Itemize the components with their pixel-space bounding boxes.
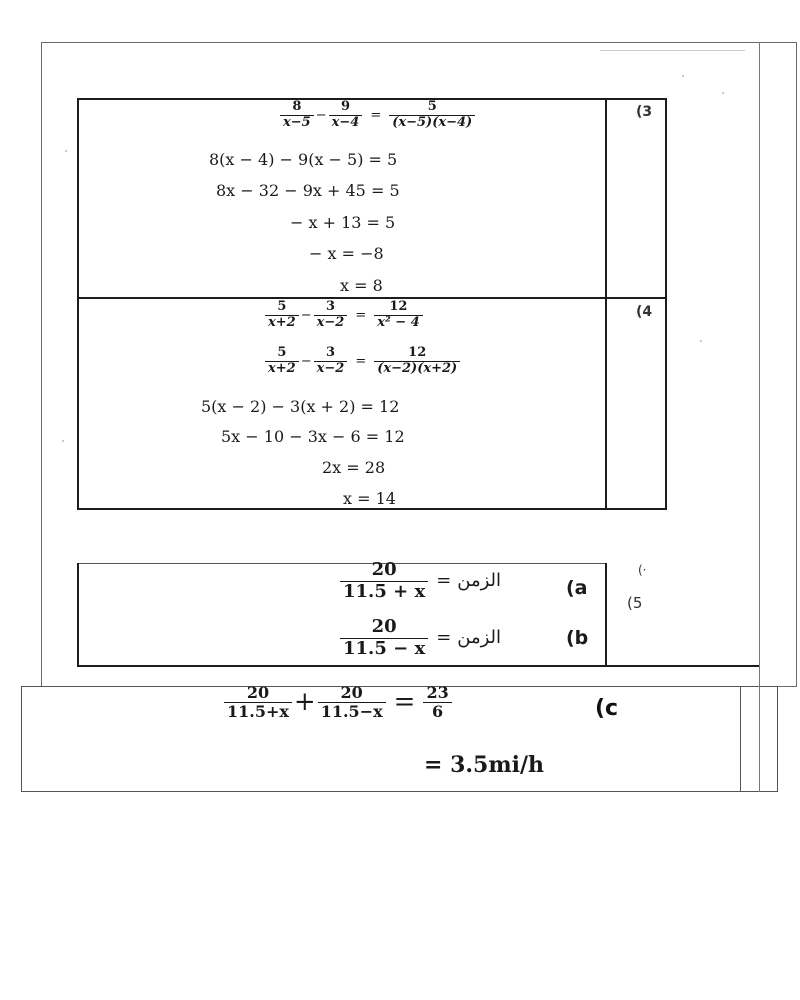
problem-4-step-3: 5(x − 2) − 3(x + 2) = 12 [201,397,400,416]
plus-sign: + [293,686,316,717]
part-c-right-divider [740,686,741,792]
p3-frac3-den: (x−5)(x−4) [392,114,473,130]
p3-frac3-num: 5 [389,100,475,116]
problem-5-label: (5 [627,594,643,612]
part-b-num: 20 [340,617,428,639]
minus-sign: − [300,353,312,369]
problem-4-label: (4 [636,304,653,320]
part-c-frac2-num: 20 [318,684,386,703]
part-c-frac2-den: 11.5−x [320,702,383,722]
problem-5-label-mark: (· [638,563,647,577]
equals-sign: = [355,353,367,369]
equals-sign: = [370,107,382,123]
problem-3-label: (3 [636,104,653,120]
p4-frac3-den: x² − 4 [377,314,420,330]
part-b-label: (b [566,627,589,649]
p4b-frac1-den: x+2 [268,360,296,376]
p4b-frac2-num: 3 [314,346,348,362]
scan-speck [682,75,684,77]
problem-3-equation [278,100,477,131]
p4b-frac3-num: 12 [374,346,460,362]
p5-box-left-border [77,563,79,667]
p4-frac3-num: 12 [374,300,422,316]
scan-speck [62,440,64,442]
problem-4-step-4: 5x − 10 − 3x − 6 = 12 [221,427,405,446]
part-c-frac1-den: 11.5+x [227,702,289,722]
problem-3-step-4: − x + 13 = 5 [290,213,396,232]
part-b-time-word: الزمن [457,627,502,649]
part-a-den: 11.5 + x [343,580,426,602]
table-row-divider [77,297,667,299]
part-c-frac3-den: 6 [432,702,444,722]
part-b-den: 11.5 − x [343,637,426,659]
part-c-equation [222,684,454,722]
equals-sign: = [393,686,416,717]
table-bottom-border [77,508,667,510]
part-a-num: 20 [340,560,428,582]
minus-sign: − [315,107,327,123]
part-c-label: (c [595,696,619,721]
table-column-divider [605,98,607,510]
p3-frac1-num: 8 [280,100,314,116]
top-faint-line [600,50,745,51]
right-margin-line [759,42,760,687]
p4-frac2-num: 3 [314,300,348,316]
part-b-equation [338,617,501,659]
problem-4-step-5: 2x = 28 [322,458,386,477]
p4b-frac1-num: 5 [265,346,299,362]
minus-sign: − [300,307,312,323]
equals-sign: = [355,307,367,323]
problem-4-equation-factored [263,346,462,377]
p4-frac1-num: 5 [265,300,299,316]
problem-4-step-6: x = 14 [343,489,396,508]
table-left-border [77,98,79,510]
problem-3-step-6: x = 8 [340,276,383,295]
p5-box-bottom-border [77,665,759,667]
scan-speck [722,92,724,94]
p3-frac2-den: x−4 [331,114,360,130]
p4b-frac3-den: (x−2)(x+2) [377,360,458,376]
equals-sign: = [436,570,452,592]
equals-sign: = [436,627,452,649]
p4-frac2-den: x−2 [316,314,345,330]
scan-speck [700,340,702,342]
scan-speck [65,150,67,152]
problem-3-step-5: − x = −8 [309,244,384,263]
part-a-label: (a [566,577,588,599]
problem-4-equation [263,300,425,331]
problem-3-step-3: 8x − 32 − 9x + 45 = 5 [216,181,400,200]
part-a-equation [338,560,501,602]
p4b-frac2-den: x−2 [316,360,345,376]
part-c-frac1-num: 20 [224,684,292,703]
problem-3-step-2: 8(x − 4) − 9(x − 5) = 5 [209,150,398,169]
part-c-right-divider-2 [759,686,760,792]
part-c-result: = 3.5mi/h [424,752,545,778]
table-right-border [665,98,667,510]
p3-frac1-den: x−5 [283,114,311,130]
p3-frac2-num: 9 [329,100,363,116]
p4-frac1-den: x+2 [268,314,296,330]
part-c-frac3-num: 23 [423,684,451,703]
p5-box-divider [605,563,607,667]
part-a-time-word: الزمن [457,570,502,592]
